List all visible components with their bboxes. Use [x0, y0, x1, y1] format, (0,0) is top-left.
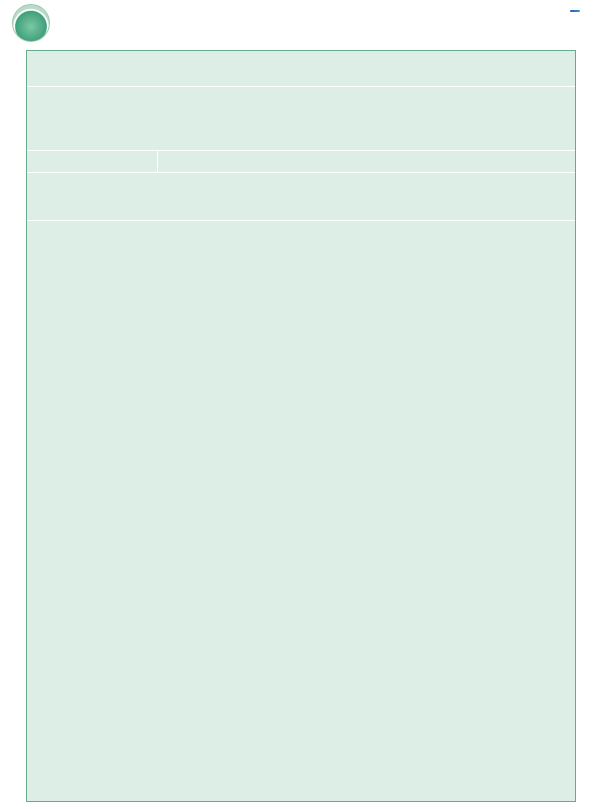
slogan	[566, 10, 584, 12]
agenda-meta	[27, 87, 575, 151]
agenda-table	[26, 50, 576, 802]
header-time	[27, 151, 158, 172]
table-header	[27, 151, 575, 173]
top-banner	[0, 0, 600, 46]
mountain-river-logo-icon	[12, 4, 50, 42]
cyepe-logo	[12, 4, 122, 44]
host-row	[27, 173, 575, 221]
header-agenda	[158, 151, 575, 172]
agenda-title	[27, 51, 575, 87]
slogan-highlight	[570, 10, 580, 12]
